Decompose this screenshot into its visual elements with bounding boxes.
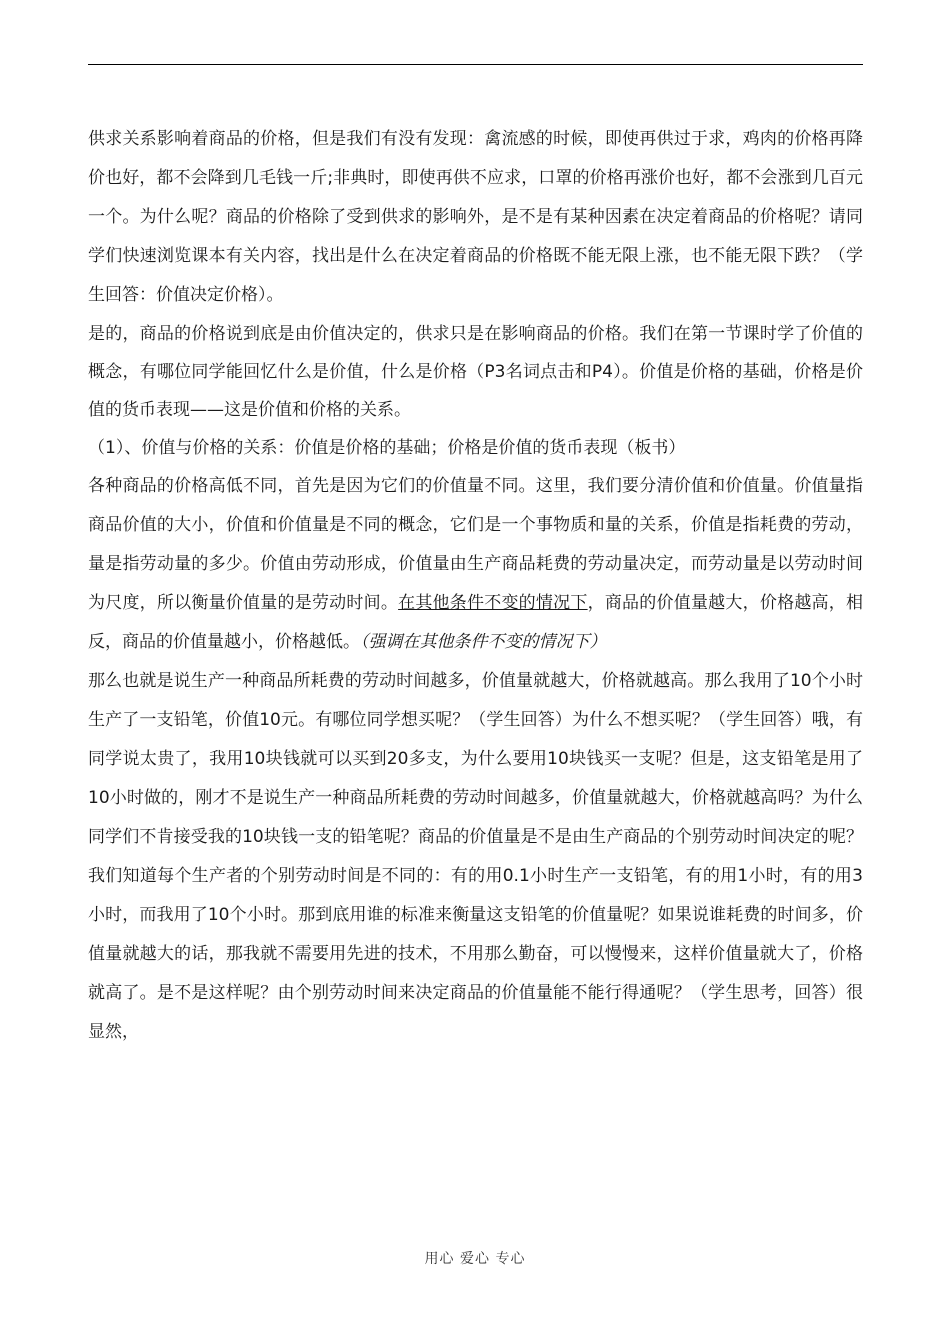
page-footer: 用心 爱心 专心 <box>424 1251 526 1267</box>
underlined-condition-text: 在其他条件不变的情况下 <box>398 593 588 613</box>
paragraph-value-quantity <box>88 467 863 662</box>
paragraph-value-quantity-text: 各种商品的价格高低不同，首先是因为它们的价值量不同。这里，我们要分清价值和价值量。价值量指商品价值的大小，价值和价值量是不同的概念，它们是一个事物质和量的关系，价值是指耗费的劳动，量是指劳动量的多少。价值由劳动形成，价值量由生产商品耗费的劳动量决定，而劳动量是以劳动时间为尺度，所以衡量价值量的是劳动时间。 <box>88 476 863 613</box>
paragraph-supply-demand: 供求关系影响着商品的价格，但是我们有没有发现：禽流感的时候，即使再供过于求，鸡肉的价格再降价也好，都不会降到几毛钱一斤;非典时，即使再供不应求，口罩的价格再涨价也好，都不会涨到几百元一个。为什么呢？商品的价格除了受到供求的影响外，是不是有某种因素在决定着商品的价格呢？请同学们快速浏览课本有关内容，找出是什么在决定着商品的价格既不能无限上涨，也不能无限下跌？（学生回答：价值决定价格）。 <box>88 129 863 305</box>
paragraph-pencil-example: 那么也就是说生产一种商品所耗费的劳动时间越多，价值量就越大，价格就越高。那么我用了10个小时生产了一支铅笔，价值10元。有哪位同学想买呢？（学生回答）为什么不想买呢？（学生回答）哦，有同学说太贵了，我用10块钱就可以买到20多支，为什么要用10块钱买一支呢？但是，这支铅笔是用了10小时做的，刚才不是说生产一种商品所耗费的劳动时间越多，价值量就越大，价格就越高吗？为什么同学们不肯接受我的10块钱一支的铅笔呢？商品的价值量是不是由生产商品的个别劳动时间决定的呢？我们知道每个生产者的个别劳动时间是不同的：有的用0.1小时生产一支铅笔，有的用1小时，有的用3小时，而我用了10个小时。那到底用谁的标准来衡量这支铅笔的价值量呢？如果说谁耗费的时间多，价值量就越大的话，那我就不需要用先进的技术，不用那么勤奋，可以慢慢来，这样价值量就大了，价格就高了。是不是这样呢？由个别劳动时间来决定商品的价值量能不能行得通呢？（学生思考，回答）很显然， <box>88 671 863 1042</box>
paragraph-value-decides-price: 是的，商品的价格说到底是由价值决定的，供求只是在影响商品的价格。我们在第一节课时学了价值的概念，有哪位同学能回忆什么是价值，什么是价格（P3名词点击和P4）。价值是价格的基础，价格是价值的货币表现——这是价值和价格的关系。 <box>88 324 863 420</box>
document-body <box>88 120 863 1052</box>
header-rule <box>88 64 863 65</box>
paragraph-value-quantity-text-cont: ，商品的价值量越大，价格越高，相反，商品的价值量越小，价格越低。 <box>88 593 864 652</box>
paragraph-board-note-value-price: （1）、价值与价格的关系：价值是价格的基础；价格是价值的货币表现（板书） <box>88 438 686 458</box>
emphasis-note: （强调在其他条件不变的情况下） <box>360 632 607 652</box>
